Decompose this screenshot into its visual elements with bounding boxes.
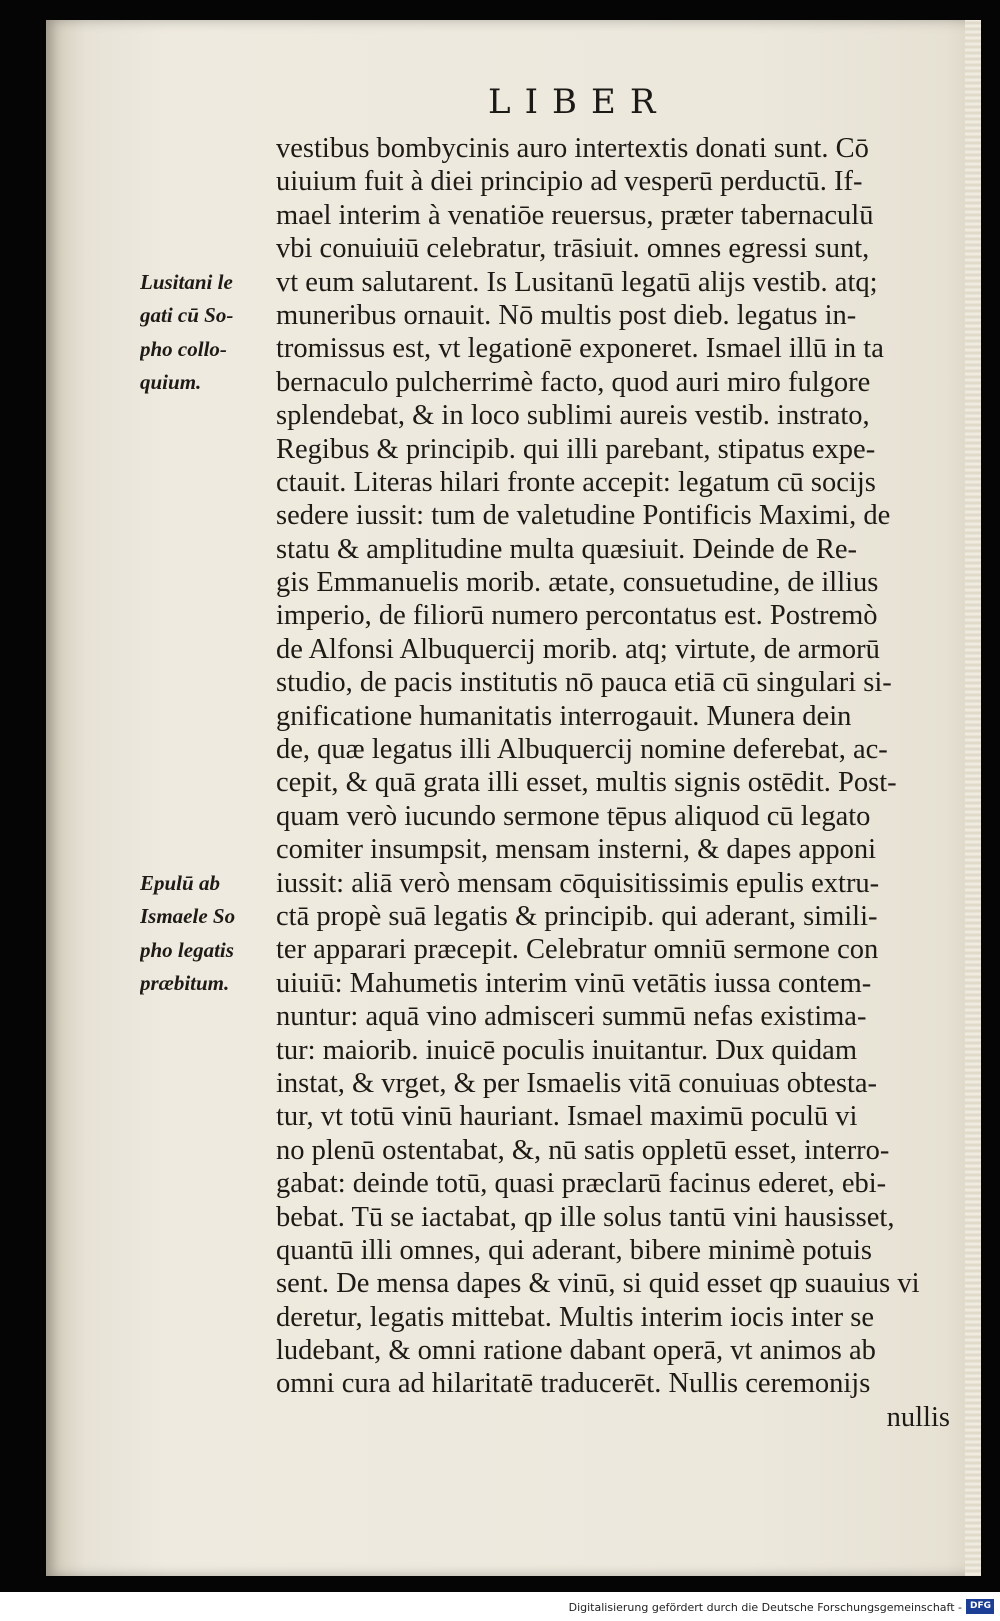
text-line: uiuiū: Mahumetis interim vinū vetātis iussa contem- [276,967,872,999]
text-line: iussit: aliā verò mensam cōquisitissimis epulis extru- [276,867,880,899]
marginal-note-line: Lusitani le [140,270,233,294]
text-line: splendebat, & in loco sublimi aureis vestib. instrato, [276,400,870,432]
text-line: vestibus bombycinis auro intertextis donati sunt. Cō [276,133,869,164]
text-line: de, quæ legatus illi Albuquercij nomine deferebat, ac- [276,734,888,766]
text-line: instat, & vrget, & per Ismaelis vitā conuiuas obtesta- [276,1067,878,1099]
text-line: quam verò iucundo sermone tēpus aliquod cū legato [276,800,871,832]
footer-bar [0,1592,1000,1621]
marginal-note-line: pho collo- [140,336,227,361]
text-line: statu & amplitudine multa quæsiuit. Deinde de Re- [276,533,857,565]
text-line: tromissus est, vt legationē exponeret. Ismael illū in ta [276,333,884,365]
body-text [276,132,976,1434]
text-line: uiuium fuit à diei principio ad vesperū perductū. If- [276,166,863,198]
catchword: nullis [886,1401,950,1433]
marginal-note-line: Ismaele So [140,904,236,929]
text-line: gabat: deinde totū, quasi præclarū facinus ederet, ebi- [276,1168,887,1200]
text-line: sedere iussit: tum de valetudine Pontificis Maximi, de [276,500,891,532]
dfg-logo [966,1599,994,1614]
text-line: ctā propè suā legatis & principib. qui aderant, simili- [276,900,878,932]
marginal-note-line: quium. [140,370,202,395]
text-line: no plenū ostentabat, &, nū satis oppletū esset, interro- [276,1134,890,1166]
text-line: ctauit. Literas hilari fronte accepit: legatum cū socijs [276,466,876,498]
text-line: cepit, & quā grata illi esset, multis signis ostēdit. Post- [276,767,897,799]
text-line: bernaculo pulcherrimè facto, quod auri miro fulgore [276,366,871,398]
text-line: deretur, legatis mittebat. Multis interim iocis inter se [276,1301,875,1333]
text-line: tur: maiorib. inuicē poculis inuitantur. Dux quidam [276,1034,857,1066]
text-line: Regibus & principib. qui illi parebant, stipatus expe- [276,433,876,465]
marginal-note-line: gati cū So- [140,303,234,328]
text-line: vt eum salutarent. Is Lusitanū legatū alijs vestib. atq; [276,266,878,298]
running-head: LIBER [488,82,670,122]
text-line: ludebant, & omni ratione dabant operā, vt animos ab [276,1335,876,1367]
text-line: comiter insumpsit, mensam insterni, & dapes apponi [276,834,876,866]
text-line: sent. De mensa dapes & vinū, si quid esset qp suauius vi [276,1268,920,1300]
text-line: de Alfonsi Albuquercij morib. atq; virtute, de armorū [276,633,880,665]
text-line: bebat. Tū se iactabat, qp ille solus tantū vini hausisset, [276,1201,895,1233]
text-line: omni cura ad hilaritatē traducerēt. Nullis ceremonijs [276,1368,871,1400]
text-line: imperio, de filiorū numero percontatus est. Postremò [276,600,878,632]
text-line: ter apparari præcepit. Celebratur omniū sermone con [276,934,879,966]
text-line: mael interim à venatiōe reuersus, præter tabernaculū [276,199,874,231]
text-line: vbi conuiuiū celebratur, trāsiuit. omnes egressi sunt, [276,233,870,265]
marginal-note-line: præbitum. [140,971,230,996]
marginal-note-line: pho legatis [140,937,234,962]
marginal-note [140,867,270,1001]
text-line: gnificatione humanitatis interrogauit. Munera dein [276,700,852,732]
footer-credit: Digitalisierung gefördert durch die Deutsche Forschungsgemeinschaft - [568,1601,962,1614]
text-line: studio, de pacis institutis nō pauca etiā cū singulari si- [276,667,892,699]
text-line: muneribus ornauit. Nō multis post dieb. legatus in- [276,299,857,331]
text-line: quantū illi omnes, qui aderant, bibere minimè potuis [276,1234,873,1266]
text-line: tur, vt totū vinū hauriant. Ismael maximū poculū vi [276,1101,858,1133]
marginal-note [140,266,270,400]
text-line: gis Emmanuelis morib. ætate, consuetudine, de illius [276,567,879,599]
text-line: nuntur: aquā vino admisceri summū nefas existima- [276,1001,867,1033]
marginal-note-line: Epulū ab [140,871,220,895]
dfg-logo-text: DFG [970,1601,992,1611]
